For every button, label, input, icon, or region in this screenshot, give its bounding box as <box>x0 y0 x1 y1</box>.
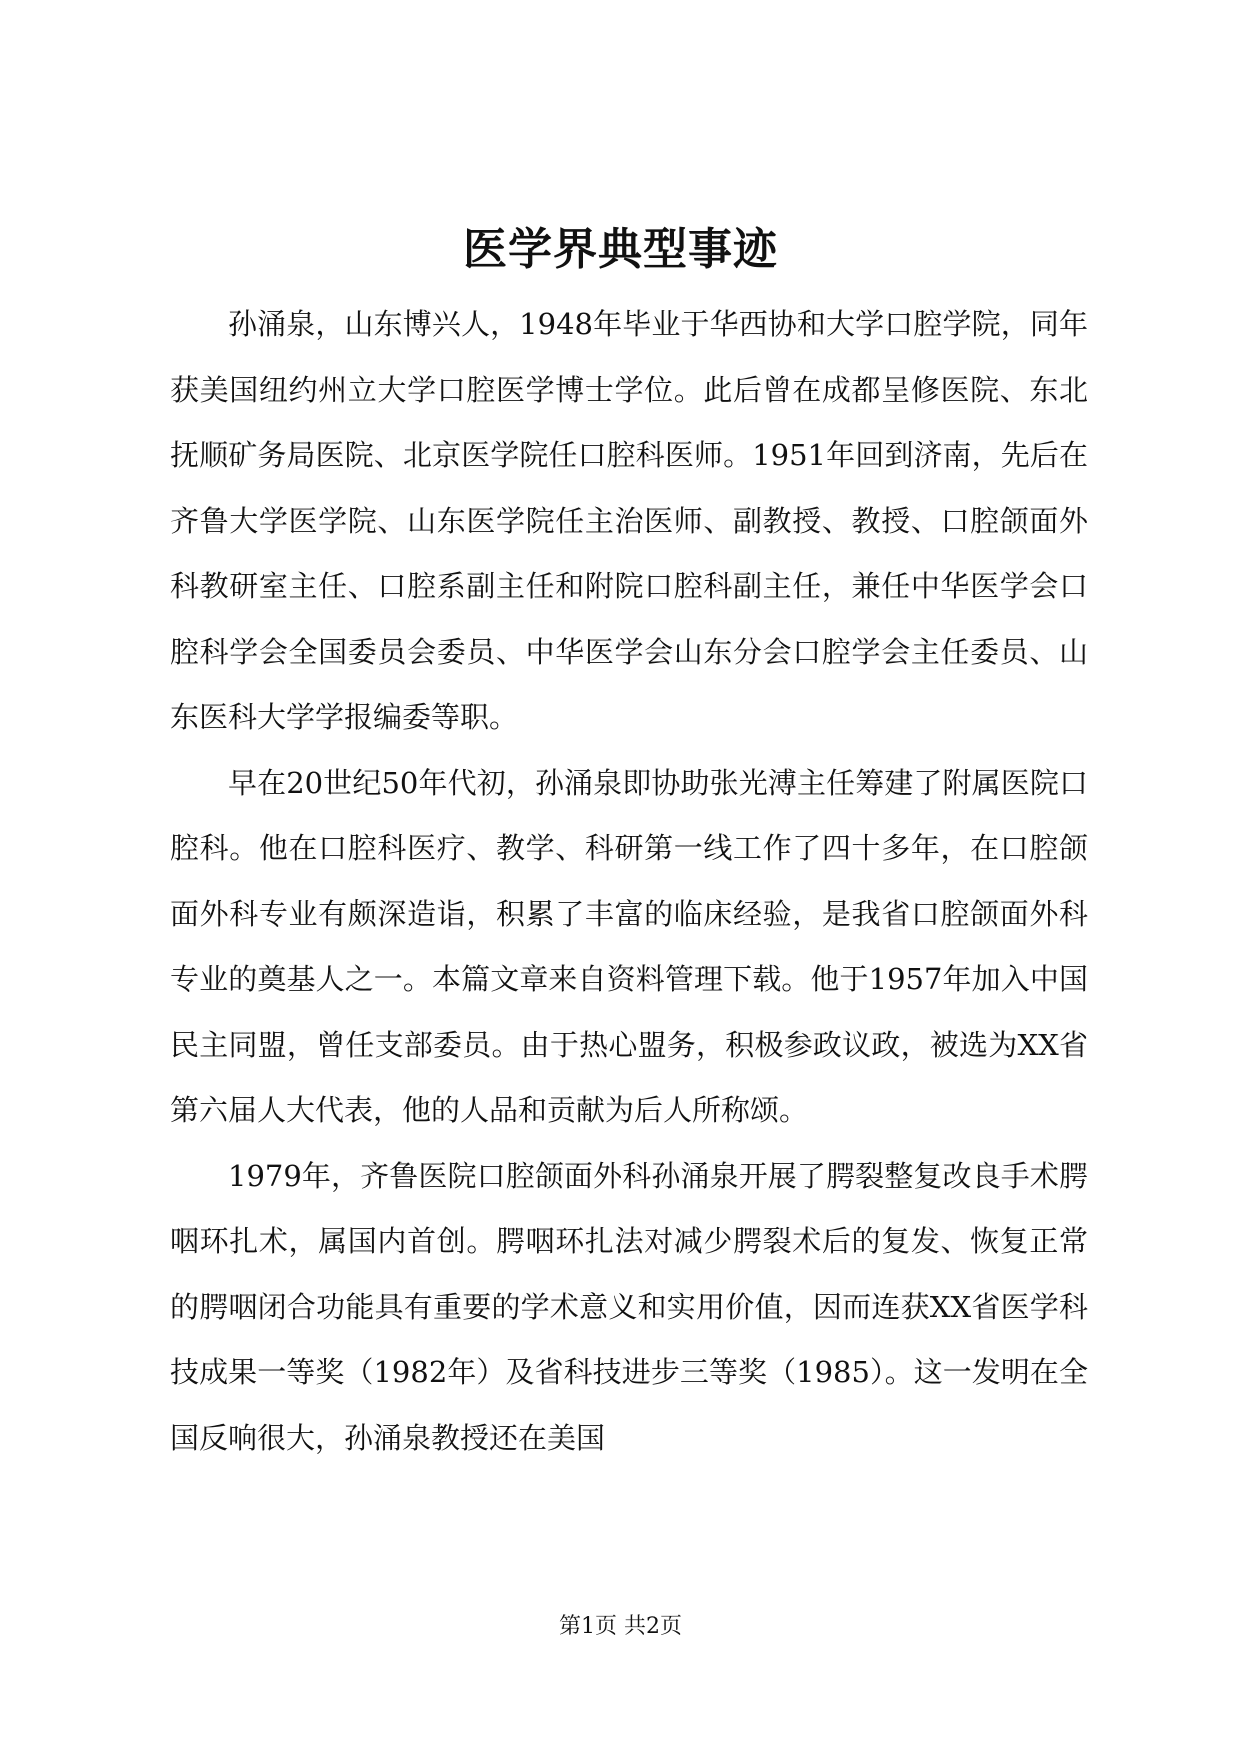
paragraph: 早在20世纪50年代初，孙涌泉即协助张光溥主任筹建了附属医院口腔科。他在口腔科医疗、教学、科研第一线工作了四十多年，在口腔颌面外科专业有颇深造诣，积累了丰富的临床经验，是我省口腔颌面外科专业的奠基人之一。本篇文章来自资料管理下载。他于1957年加入中国民主同盟，曾任支部委员。由于热心盟务，积极参政议政，被选为XX省第六届人大代表，他的人品和贡献为后人所称颂。 <box>170 765 1088 1127</box>
paragraph: 1979年，齐鲁医院口腔颌面外科孙涌泉开展了腭裂整复改良手术腭咽环扎术，属国内首创。腭咽环扎法对减少腭裂术后的复发、恢复正常的腭咽闭合功能具有重要的学术意义和实用价值，因而连获XX省医学科技成果一等奖（1982年）及省科技进步三等奖（1985）。这一发明在全国反响很大，孙涌泉教授还在美国 <box>170 1158 1088 1455</box>
page-footer: 第1页 共2页 <box>559 1614 682 1639</box>
document-title: 医学界典型事迹 <box>463 224 778 275</box>
paragraph: 孙涌泉，山东博兴人，1948年毕业于华西协和大学口腔学院，同年获美国纽约州立大学口腔医学博士学位。此后曾在成都呈修医院、东北抚顺矿务局医院、北京医学院任口腔科医师。1951年回到济南，先后在齐鲁大学医学院、山东医学院任主治医师、副教授、教授、口腔颌面外科教研室主任、口腔系副主任和附院口腔科副主任，兼任中华医学会口腔科学会全国委员会委员、中华医学会山东分会口腔学会主任委员、山东医科大学学报编委等职。 <box>170 307 1088 734</box>
document-body <box>170 292 1088 1471</box>
